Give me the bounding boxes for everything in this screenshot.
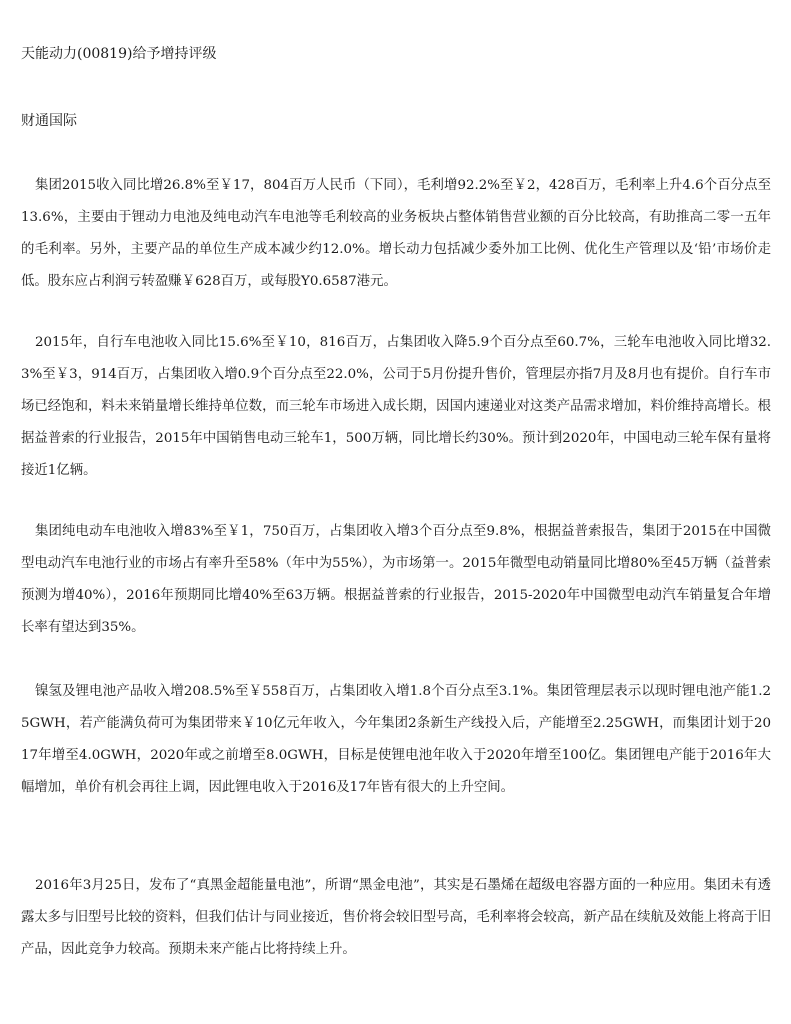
article-source: 财通国际 <box>21 113 77 129</box>
article-paragraph: 集团2015收入同比增26.8%至￥17，804百万人民币（下同），毛利增92.2%至￥2，428百万，毛利率上升4.6个百分点至13.6%，主要由于锂动力电池及纯电动汽车电池等毛利较高的业务板块占整体销售营业额的百分比较高，有助推高二零一五年的毛利率。另外，主要产品的单位生产成本减少约12.0%。增长动力包括减少委外加工比例、优化生产管理以及‘铅’市场价走低。股东应占利润亏转盈赚￥628百万，或每股Y0.6587港元。 <box>21 178 771 289</box>
article-paragraph: 2015年，自行车电池收入同比15.6%至￥10，816百万，占集团收入降5.9个百分点至60.7%，三轮车电池收入同比增32.3%至￥3，914百万，占集团收入增0.9个百分点至22.0%，公司于5月份提升售价，管理层亦指7月及8月也有提价。自行车市场已经饱和，料未来销量增长维持单位数，而三轮车市场进入成长期，因国内速递业对这类产品需求增加，料价维持高增长。根据益普索的行业报告，2015年中国销售电动三轮车1，500万辆，同比增长约30%。预计到2020年，中国电动三轮车保有量将接近1亿辆。 <box>21 335 771 478</box>
article-paragraph: 镍氢及锂电池产品收入增208.5%至￥558百万，占集团收入增1.8个百分点至3.1%。集团管理层表示以现时锂电池产能1.25GWH，若产能满负荷可为集团带来￥10亿元年收入，今年集团2条新生产线投入后，产能增至2.25GWH，而集团计划于2017年增至4.0GWH，2020年或之前增至8.0GWH，目标是使锂电池年收入于2020年增至100亿。集团锂电产能于2016年大幅增加，单价有机会再往上调，因此锂电收入于2016及17年皆有很大的上升空间。 <box>21 684 771 795</box>
article-paragraph: 2016年3月25日，发布了“真黑金超能量电池”，所谓“黑金电池”，其实是石墨烯在超级电容器方面的一种应用。集团未有透露太多与旧型号比较的资料，但我们估计与同业接近，售价将会较旧型号高，毛利率将会较高，新产品在续航及效能上将高于旧产品，因此竞争力较高。预期未来产能占比将持续上升。 <box>21 878 771 957</box>
article-paragraph: 集团纯电动车电池收入增83%至￥1，750百万，占集团收入增3个百分点至9.8%，根据益普索报告，集团于2015在中国微型电动汽车电池行业的市场占有率升至58%（年中为55%），为市场第一。2015年微型电动销量同比增80%至45万辆（益普索预测为增40%），2016年预期同比增40%至63万辆。根据益普索的行业报告，2015-2020年中国微型电动汽车销量复合年增长率有望达到35%。 <box>21 524 771 635</box>
article-title: 天能动力(00819)给予增持评级 <box>21 46 217 62</box>
